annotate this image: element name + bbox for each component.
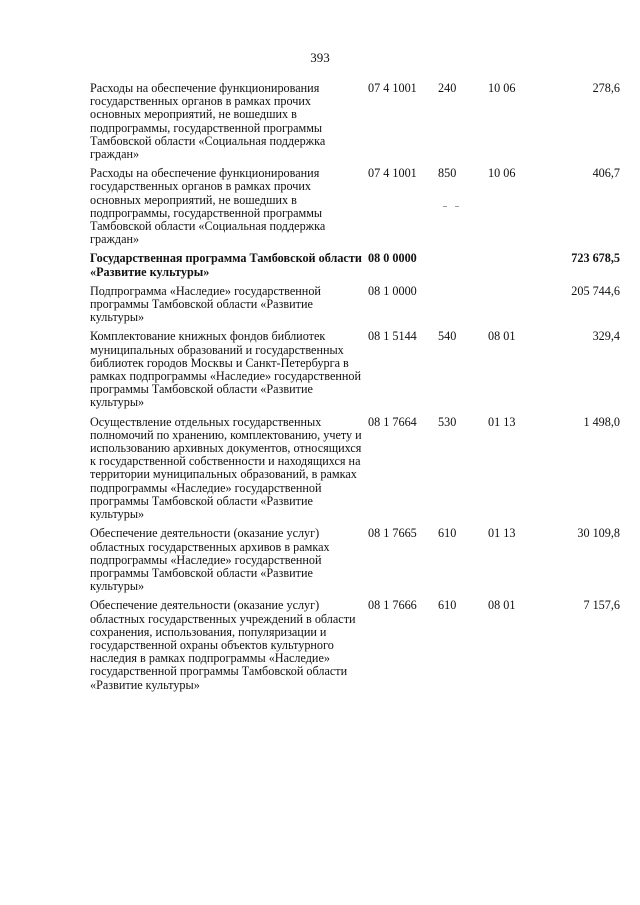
row-section-code: 10 06 <box>488 166 516 181</box>
row-section-code: 10 06 <box>488 81 516 95</box>
table-row <box>90 252 620 284</box>
row-expense-type: 240 <box>438 81 457 95</box>
row-amount: 1 498,0 <box>583 414 620 429</box>
row-expense-type: 540 <box>438 329 457 344</box>
row-expense-type: 850 <box>438 166 457 181</box>
row-name: Расходы на обеспечение функционирования государственных органов в рамках прочих основных мероприятий, не вошедших в подпрограммы, государственной программы Тамбовской области «Социальная поддержка граждан» <box>90 166 326 247</box>
row-name: Обеспечение деятельности (оказание услуг) областных государственных архивов в рамках подпрограммы «Наследие» государственной программы Тамбовской области «Развитие культуры» <box>90 526 330 594</box>
scan-speck <box>455 206 459 207</box>
row-amount: 30 109,8 <box>577 526 620 541</box>
row-expense-type: 610 <box>438 598 457 613</box>
row-section-code <box>478 285 546 331</box>
row-section-code: 01 13 <box>488 414 516 429</box>
table-row <box>90 527 620 599</box>
row-target-code: 08 1 0000 <box>368 283 417 298</box>
row-amount: 205 744,6 <box>571 283 620 298</box>
row-section-code <box>478 252 546 284</box>
table-row <box>90 599 620 697</box>
row-amount: 329,4 <box>592 329 620 344</box>
row-expense-type <box>434 285 478 331</box>
row-name: Государственная программа Тамбовской области «Развитие культуры» <box>90 251 362 279</box>
row-amount: 723 678,5 <box>571 251 620 266</box>
scan-speck <box>443 206 447 207</box>
row-amount: 278,6 <box>592 81 620 95</box>
row-name: Осуществление отдельных государственных полномочий по хранению, комплектованию, учету и использованию архивных документов, относящихся к государственной собственности и находящихся на территории муниципальных образований, в рамках подпрограммы «Наследие» государственной программы Тамбовской области «Развитие культуры» <box>90 414 362 522</box>
row-target-code: 08 1 7666 <box>368 598 417 613</box>
row-target-code: 08 1 7665 <box>368 526 417 541</box>
row-target-code: 08 0 0000 <box>368 251 417 266</box>
row-amount: 7 157,6 <box>583 598 620 613</box>
row-name: Комплектование книжных фондов библиотек муниципальных образований и государственных библиотек городов Москвы и Санкт-Петербурга в рамках подпрограммы «Наследие» государственной программы Тамбовской области «Развитие культуры» <box>90 329 362 410</box>
row-name: Обеспечение деятельности (оказание услуг) областных государственных учреждений в области сохранения, использования, популяризации и государственной охраны объектов культурного наследия в рамках подпрограммы «Наследие» государственной программы Тамбовской области «Развитие культуры» <box>90 598 356 692</box>
row-section-code: 08 01 <box>488 329 516 344</box>
row-section-code: 01 13 <box>488 526 516 541</box>
row-name: Подпрограмма «Наследие» государственной программы Тамбовской области «Развитие культуры» <box>90 283 321 325</box>
row-expense-type <box>434 252 478 284</box>
row-name: Расходы на обеспечение функционирования государственных органов в рамках прочих основных мероприятий, не вошедших в подпрограммы, государственной программы Тамбовской области «Социальная поддержка граждан» <box>90 81 326 162</box>
row-expense-type: 610 <box>438 526 457 541</box>
row-amount: 406,7 <box>592 166 620 181</box>
row-target-code: 07 4 1001 <box>368 81 417 95</box>
table-row <box>90 416 620 528</box>
table-row <box>90 82 620 167</box>
table-row <box>90 285 620 331</box>
row-target-code: 07 4 1001 <box>368 166 417 181</box>
table-row <box>90 167 620 252</box>
row-expense-type: 530 <box>438 414 457 429</box>
row-section-code: 08 01 <box>488 598 516 613</box>
budget-table <box>90 82 620 698</box>
table-row <box>90 330 620 415</box>
row-target-code: 08 1 5144 <box>368 329 417 344</box>
page-number: 393 <box>310 50 330 65</box>
row-target-code: 08 1 7664 <box>368 414 417 429</box>
